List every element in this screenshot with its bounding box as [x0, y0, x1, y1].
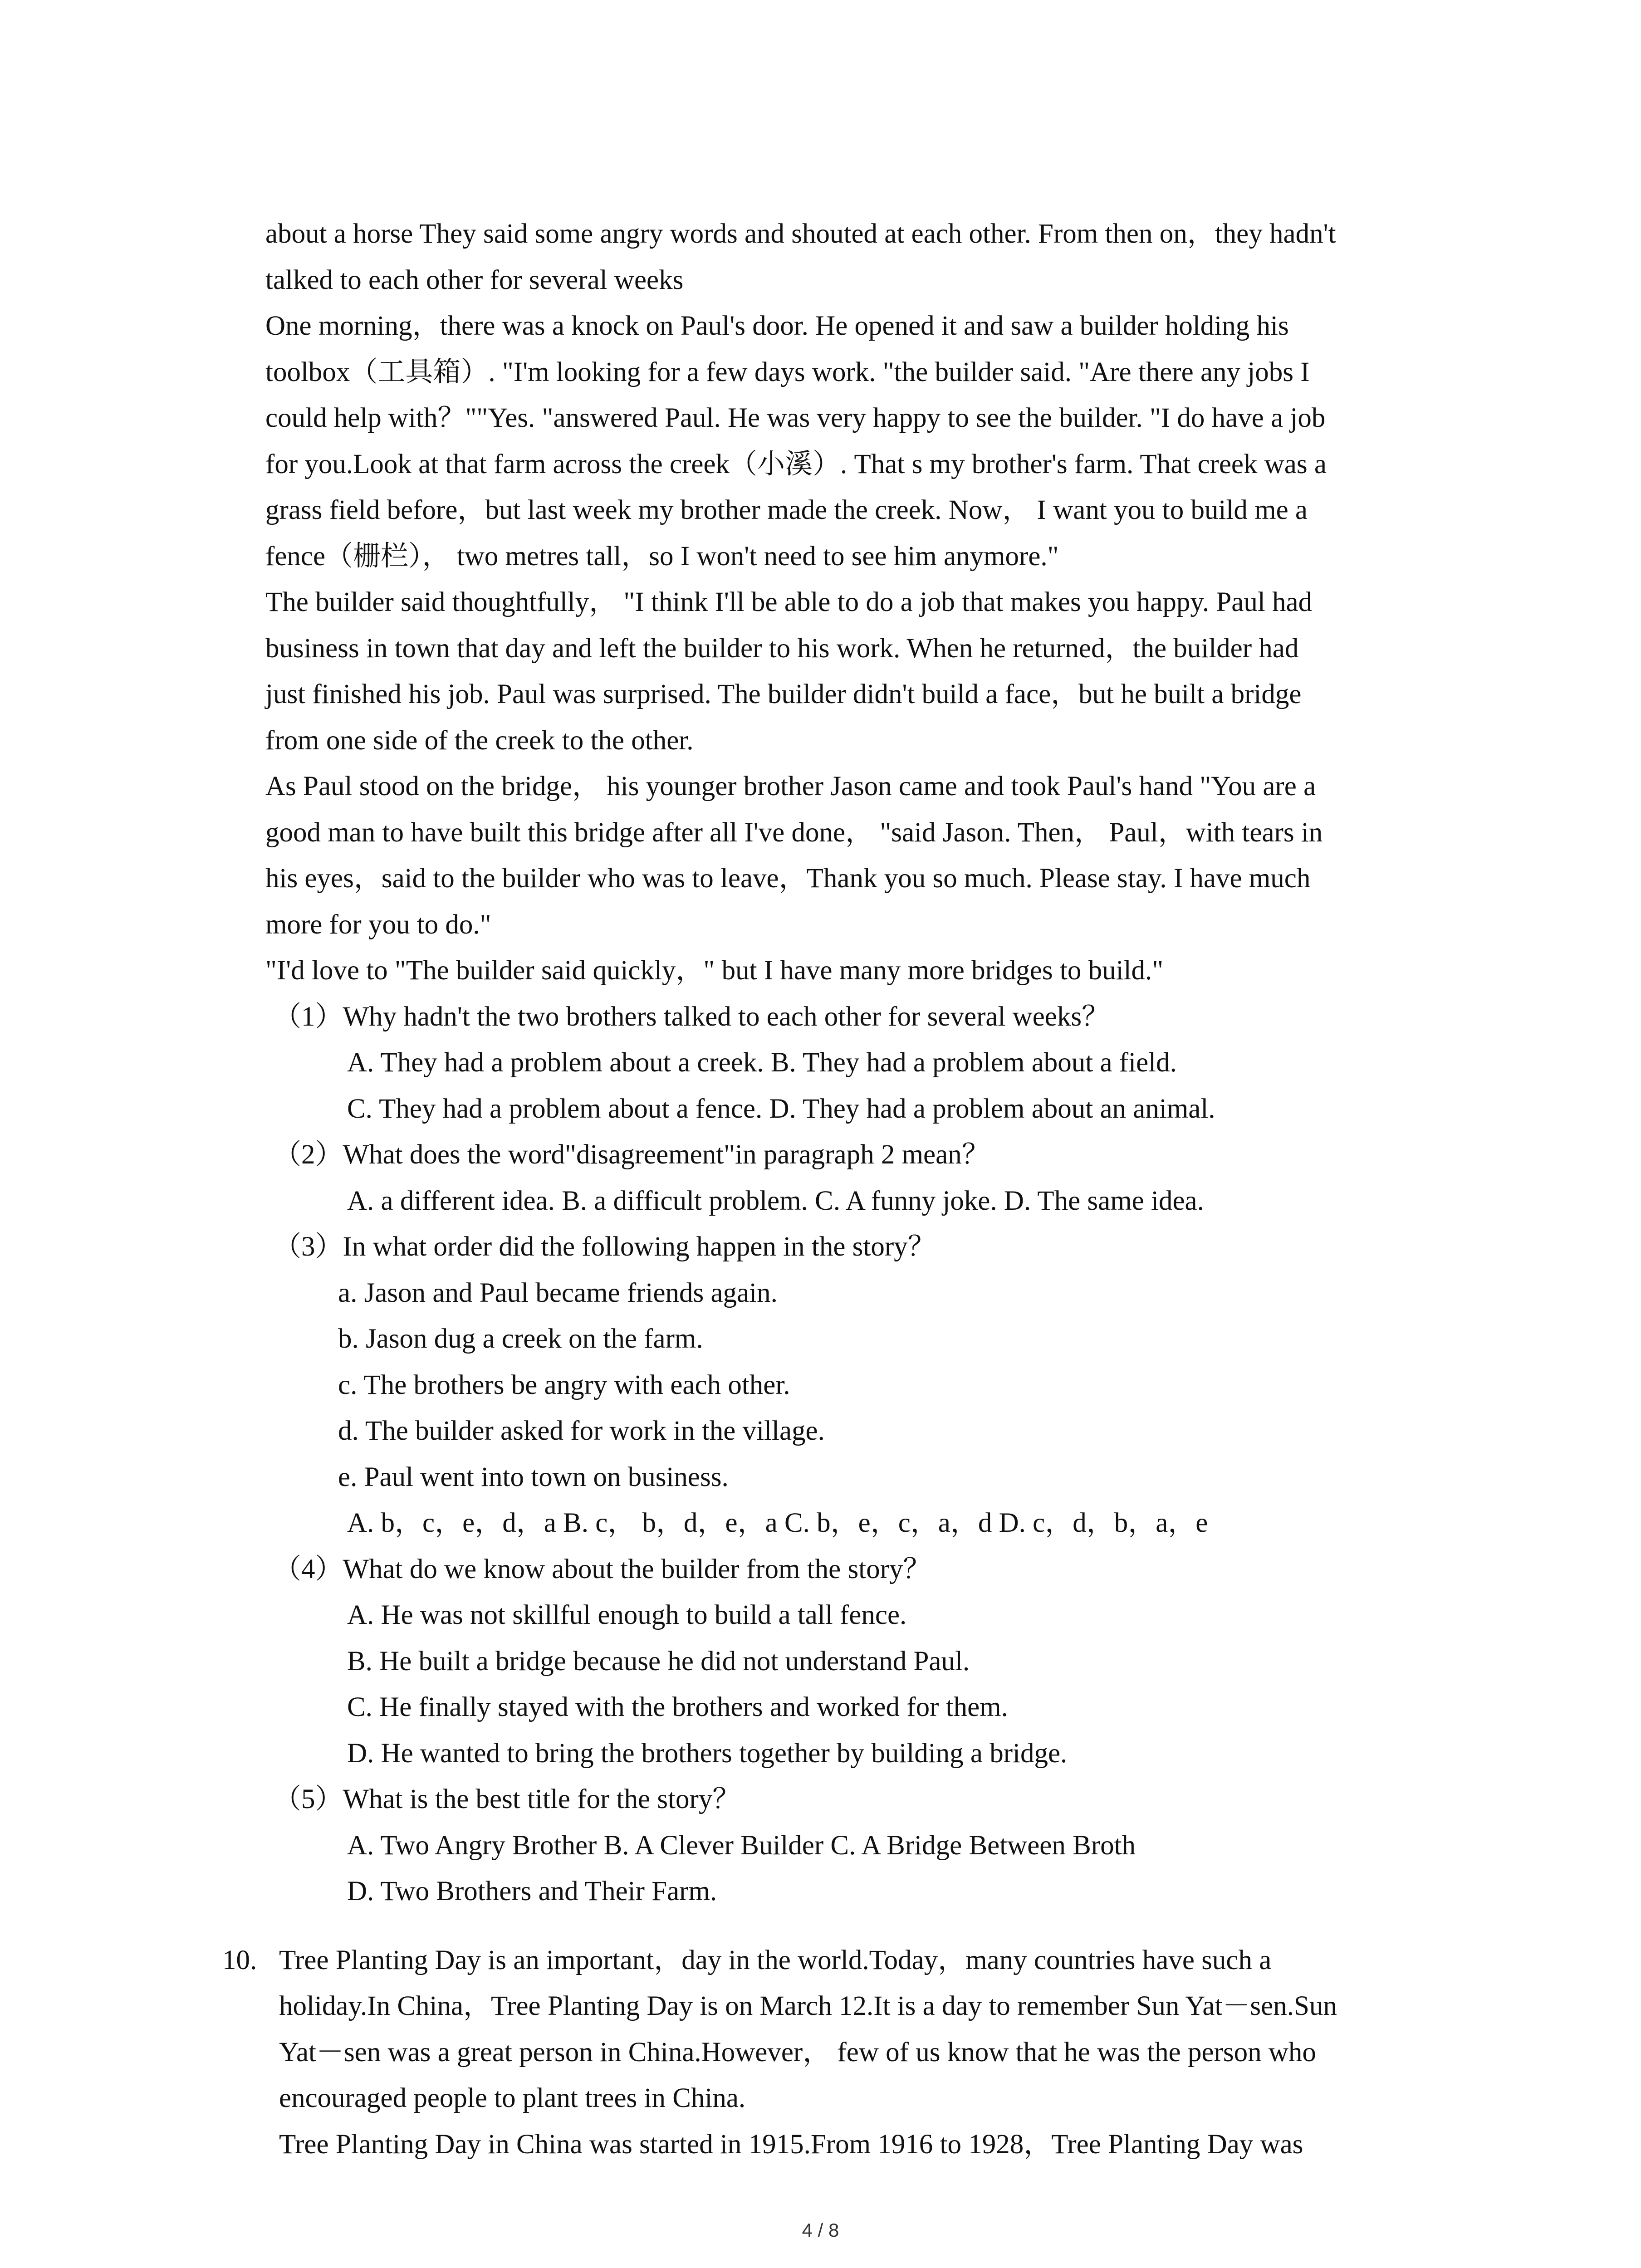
- question-3: [265, 1224, 1463, 1546]
- passage-line: Tree Planting Day is an important，day in the world.Today，many countries have such a: [279, 1945, 1272, 1975]
- event-item: c. The brothers be angry with each other.: [338, 1369, 790, 1400]
- passage-line: One morning，there was a knock on Paul's door. He opened it and saw a builder holding his: [265, 311, 1289, 341]
- question-stem: （2）What does the word"disagreement"in paragraph 2 mean？: [274, 1139, 989, 1170]
- event-item: b. Jason dug a creek on the farm.: [338, 1324, 703, 1354]
- passage-line: business in town that day and left the builder to his work. When he returned，the builder had: [265, 633, 1299, 664]
- passage-line: for you.Look at that farm across the creek（小溪）. That s my brother's farm. That creek was a: [265, 449, 1327, 479]
- passage-line: grass field before，but last week my brother made the creek. Now， I want you to build me a: [265, 495, 1308, 525]
- passage-line: about a horse They said some angry words and shouted at each other. From then on，they hadn't: [265, 219, 1336, 249]
- page-number: 4 / 8: [802, 2219, 839, 2241]
- passage-line: As Paul stood on the bridge， his younger brother Jason came and took Paul's hand "You are a: [265, 771, 1316, 802]
- answer-options: D. Two Brothers and Their Farm.: [347, 1876, 717, 1906]
- passage-line: from one side of the creek to the other.: [265, 725, 694, 756]
- passage-line: just finished his job. Paul was surprised. The builder didn't build a face，but he built a bridge: [265, 679, 1302, 709]
- answer-options: A. They had a problem about a creek. B. They had a problem about a field.: [347, 1047, 1177, 1078]
- page-content: [222, 211, 1463, 2167]
- passage-line: holiday.In China，Tree Planting Day is on March 12.It is a day to remember Sun Yat－sen.Sun: [279, 1991, 1337, 2021]
- question-stem: （4）What do we know about the builder from the story？: [274, 1554, 931, 1584]
- answer-options: C. They had a problem about a fence. D. They had a problem about an animal.: [347, 1093, 1215, 1124]
- answer-options: A. Two Angry Brother B. A Clever Builder C. A Bridge Between Broth: [347, 1830, 1136, 1861]
- answer-option: A. He was not skillful enough to build a tall fence.: [347, 1600, 907, 1630]
- question-2: [265, 1132, 1463, 1224]
- passage-line: fence（栅栏）， two metres tall，so I won't need to see him anymore.": [265, 541, 1059, 572]
- question-4: [265, 1546, 1463, 1777]
- event-item: a. Jason and Paul became friends again.: [338, 1277, 778, 1308]
- passage-line: good man to have built this bridge after all I've done， "said Jason. Then， Paul，with tears in: [265, 817, 1323, 848]
- question-5: [265, 1776, 1463, 1915]
- event-item: e. Paul went into town on business.: [338, 1461, 729, 1492]
- answer-options: A. b，c，e，d，a B. c， b，d，e，a C. b，e，c，a，d D. c，d，b，a，e: [347, 1508, 1208, 1538]
- passage-line: could help with？""Yes. "answered Paul. He was very happy to see the builder. "I do have a job: [265, 403, 1326, 433]
- passage-line: "I'd love to "The builder said quickly，" but I have many more bridges to build.": [265, 955, 1164, 986]
- passage-line: The builder said thoughtfully， "I think I'll be able to do a job that makes you happy. Paul had: [265, 587, 1313, 617]
- passage-line: more for you to do.": [265, 909, 491, 940]
- question-stem: （5）What is the best title for the story？: [274, 1784, 740, 1814]
- answer-option: D. He wanted to bring the brothers together by building a bridge.: [347, 1738, 1068, 1769]
- passage-line: Yat－sen was a great person in China.However， few of us know that he was the person who: [279, 2037, 1316, 2068]
- answer-option: B. He built a bridge because he did not understand Paul.: [347, 1646, 970, 1677]
- item-number: 10.: [222, 1945, 257, 1975]
- event-item: d. The builder asked for work in the village.: [338, 1416, 825, 1446]
- question-stem: （3）In what order did the following happen in the story？: [274, 1232, 936, 1262]
- passage-10: [222, 1937, 1463, 2168]
- passage-line: his eyes，said to the builder who was to leave，Thank you so much. Please stay. I have much: [265, 863, 1311, 894]
- question-1: [265, 994, 1463, 1132]
- passage-line: toolbox（工具箱）. "I'm looking for a few days work. "the builder said. "Are there any jobs I: [265, 357, 1310, 387]
- passage-line: Tree Planting Day in China was started in 1915.From 1916 to 1928，Tree Planting Day was: [279, 2129, 1303, 2160]
- passage-line: encouraged people to plant trees in China.: [279, 2083, 746, 2113]
- answer-option: C. He finally stayed with the brothers and worked for them.: [347, 1692, 1008, 1722]
- passage-9: [265, 211, 1463, 994]
- answer-options: A. a different idea. B. a difficult problem. C. A funny joke. D. The same idea.: [347, 1185, 1204, 1216]
- section-spacer: [265, 1915, 1463, 1937]
- question-stem: （1）Why hadn't the two brothers talked to each other for several weeks？: [274, 1001, 1110, 1032]
- passage-line: talked to each other for several weeks: [265, 264, 684, 295]
